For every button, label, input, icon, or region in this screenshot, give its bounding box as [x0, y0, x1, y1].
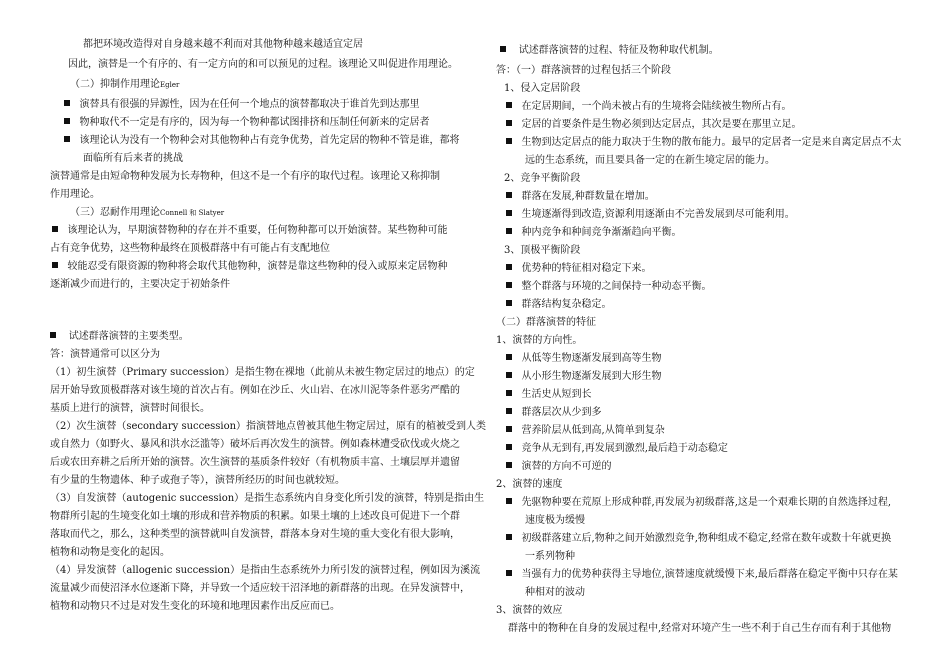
bullet-square-icon: [506, 372, 512, 378]
bullet-square-icon: [506, 390, 512, 396]
feature-heading: 2、演替的速度: [496, 479, 563, 490]
bullet-item: 从小形生物逐渐发展到大形生物: [506, 370, 662, 383]
bullet-square-icon: [506, 444, 512, 450]
bullet-item: 演替的方向不可逆的: [506, 460, 612, 473]
bullet-item: 在定居期间，一个尚未被占有的生境将会陆续被生物所占有。: [506, 100, 792, 113]
bullet-continuation: 远的生态系统，而且要具备一定的在新生境定居的能力。: [525, 155, 775, 166]
bullet-square-icon: [500, 46, 506, 52]
bullet-item: 该理论认为没有一个物种会对其他物种占有竞争优势，首先定居的物种不管是谁，都将: [64, 134, 460, 147]
paragraph-line: （1）初生演替（Primary succession）是指生物在裸地（此前从未被生物定居过的地点）的定: [50, 367, 475, 378]
bullet-item: 种内竞争和种间竞争渐渐趋向平衡。: [506, 226, 682, 239]
bullet-square-icon: [64, 118, 70, 124]
bullet-square-icon: [52, 226, 58, 232]
stage-heading: 3、顶极平衡阶段: [504, 245, 581, 256]
bullet-square-icon: [506, 408, 512, 414]
paragraph-line: 作用理论。: [50, 189, 100, 200]
paragraph-line: 落取而代之，那么，这种类型的演替就叫自发演替，群落本身对生境的重大变化有很大影响，: [50, 529, 460, 540]
bullet-square-icon: [506, 354, 512, 360]
bullet-item: 整个群落与环境的之间保持一种动态平衡。: [506, 280, 712, 293]
paragraph-line: 演替通常是由短命物种发展为长寿物种，但这不是一个有序的取代过程。该理论又称抑制: [50, 171, 440, 182]
bullet-item: 初级群落建立后,物种之间开始激烈竞争,物种组成不稳定,经常在数年或数十年就更换: [506, 532, 891, 545]
bullet-square-icon: [506, 264, 512, 270]
bullet-item: 从低等生物逐渐发展到高等生物: [506, 352, 662, 365]
section-heading: （三）忍耐作用理论Connell 和 Slatyer: [70, 207, 225, 218]
stage-heading: 2、竞争平衡阶段: [504, 173, 581, 184]
bullet-item: 定居的首要条件是生物必须到达定居点，其次是要在那里立足。: [506, 118, 802, 131]
paragraph-line: 后或农田弃耕之后所开始的演替。次生演替的基质条件较好（有机物质丰富、土壤层厚并遗留: [50, 457, 460, 468]
paragraph-line: 流量减少而使沼泽水位逐渐下降，并导致一个适应较干沼泽地的新群落的出现。在异发演替中，: [50, 583, 470, 594]
bullet-item: 群落在发展,种群数量在增加。: [506, 190, 655, 203]
paragraph-line: 都把环境改造得对自身越来越不利而对其他物种越来越适宜定居: [83, 39, 363, 50]
bullet-item: 群落结构复杂稳定。: [506, 298, 612, 311]
bullet-square-icon: [506, 102, 512, 108]
paragraph-line: （3）自发演替（autogenic succession）是指生态系统内自身变化所引发的演替，特别是指由生: [50, 493, 485, 504]
paragraph-line: 因此，演替是一个有序的、有一定方向的和可以预见的过程。该理论又叫促进作用理论。: [68, 59, 458, 70]
bullet-square-icon: [50, 332, 56, 338]
section-heading: （二）抑制作用理论Egler: [70, 79, 180, 90]
paragraph-line: 或自然力（如野火、暴风和洪水泛滥等）破坏后再次发生的演替。例如森林遭受砍伐或火烧之: [50, 439, 460, 450]
bullet-square-icon: [52, 262, 58, 268]
paragraph-line: （2）次生演替（secondary succession）指演替地点曾被其他生物定居过，原有的植被受到人类: [50, 421, 487, 432]
bullet-item: 生物到达定居点的能力取决于生物的散布能力。最早的定居者一定是来自离定居点不太: [506, 136, 902, 149]
bullet-square-icon: [506, 138, 512, 144]
bullet-item: 当强有力的优势种获得主导地位,演替速度就缓慢下来,最后群落在稳定平衡中只存在某: [506, 568, 898, 581]
paragraph-line: 居开始导致顶极群落对该生境的首次占有。例如在沙丘、火山岩、在冰川泥等条件恶劣严酷的: [50, 385, 460, 396]
paragraph-line: 植物和动物是变化的起因。: [50, 547, 170, 558]
bullet-square-icon: [506, 534, 512, 540]
paragraph-line: 逐渐减少而进行的，主要决定于初始条件: [50, 279, 230, 290]
bullet-item: 优势种的特征相对稳定下来。: [506, 262, 652, 275]
paragraph-line: 基质上进行的演替，演替时间很长。: [50, 403, 210, 414]
bullet-square-icon: [506, 282, 512, 288]
bullet-item: 生境逐渐得到改造,资源利用逐渐由不完善发展到尽可能利用。: [506, 208, 795, 221]
bullet-item: 竞争从无到有,再发展到激烈,最后趋于动态稳定: [506, 442, 728, 455]
bullet-square-icon: [506, 210, 512, 216]
bullet-item: 演替具有很强的异源性，因为在任何一个地点的演替都取决于谁首先到达那里: [64, 98, 420, 111]
bullet-continuation: 速度极为缓慢: [525, 515, 585, 526]
bullet-item: 较能忍受有限资源的物种将会取代其他物种，演替是靠这些物种的侵入或原来定居物种: [52, 260, 448, 273]
bullet-item: 生活史从短到长: [506, 388, 592, 401]
bullet-continuation: 一系列物种: [525, 551, 575, 562]
question-heading: 试述群落演替的主要类型。: [50, 330, 189, 343]
bullet-square-icon: [506, 228, 512, 234]
bullet-square-icon: [506, 462, 512, 468]
paragraph-line: 有少量的生物遗体、种子或孢子等），演替所经历的时间也就较短。: [50, 475, 345, 486]
bullet-item: 物种取代不一定是有序的，因为每一个物种都试图排挤和压制任何新来的定居者: [64, 116, 430, 129]
bullet-continuation: 种相对的波动: [525, 587, 585, 598]
bullet-item: 该理论认为，早期演替物种的存在并不重要，任何物种都可以开始演替。某些物种可能: [52, 224, 448, 237]
stage-heading: 1、侵入定居阶段: [504, 83, 581, 94]
bullet-item: 先驱物种要在荒原上形成种群,再发展为初级群落,这是一个艰难长期的自然选择过程,: [506, 496, 891, 509]
paragraph-line: 物群所引起的生境变化如土壤的形成和营养物质的积累。如果土壤的上述改良可促进下一个群: [50, 511, 460, 522]
bullet-continuation: 面临所有后来者的挑战: [83, 153, 183, 164]
bullet-item: 营养阶层从低到高,从简单到复杂: [506, 424, 665, 437]
paragraph-line: 植物和动物只不过是对发生变化的环境和地理因素作出反应而已。: [50, 601, 340, 612]
bullet-square-icon: [64, 136, 70, 142]
bullet-square-icon: [64, 100, 70, 106]
bullet-square-icon: [506, 192, 512, 198]
bullet-square-icon: [506, 426, 512, 432]
question-heading: 试述群落演替的过程、特征及物种取代机制。: [500, 44, 719, 57]
bullet-item: 群落层次从少到多: [506, 406, 602, 419]
paragraph-line: （4）异发演替（allogenic succession）是指由生态系统外力所引发的演替过程，例如因为溪流: [50, 565, 481, 576]
section-heading: （二）群落演替的特征: [496, 317, 596, 328]
paragraph-line: 群落中的物种在自身的发展过程中,经常对环境产生一些不利于自己生存而有利于其他物: [508, 623, 892, 634]
paragraph-line: 占有竞争优势，这些物种最终在顶极群落中有可能占有支配地位: [50, 243, 330, 254]
feature-heading: 3、演替的效应: [496, 605, 563, 616]
feature-heading: 1、演替的方向性。: [496, 335, 583, 346]
bullet-square-icon: [506, 300, 512, 306]
bullet-square-icon: [506, 498, 512, 504]
answer-intro: 答：（一）群落演替的过程包括三个阶段: [496, 65, 671, 76]
answer-intro: 答：演替通常可以区分为: [50, 349, 160, 360]
bullet-square-icon: [506, 120, 512, 126]
bullet-square-icon: [506, 570, 512, 576]
